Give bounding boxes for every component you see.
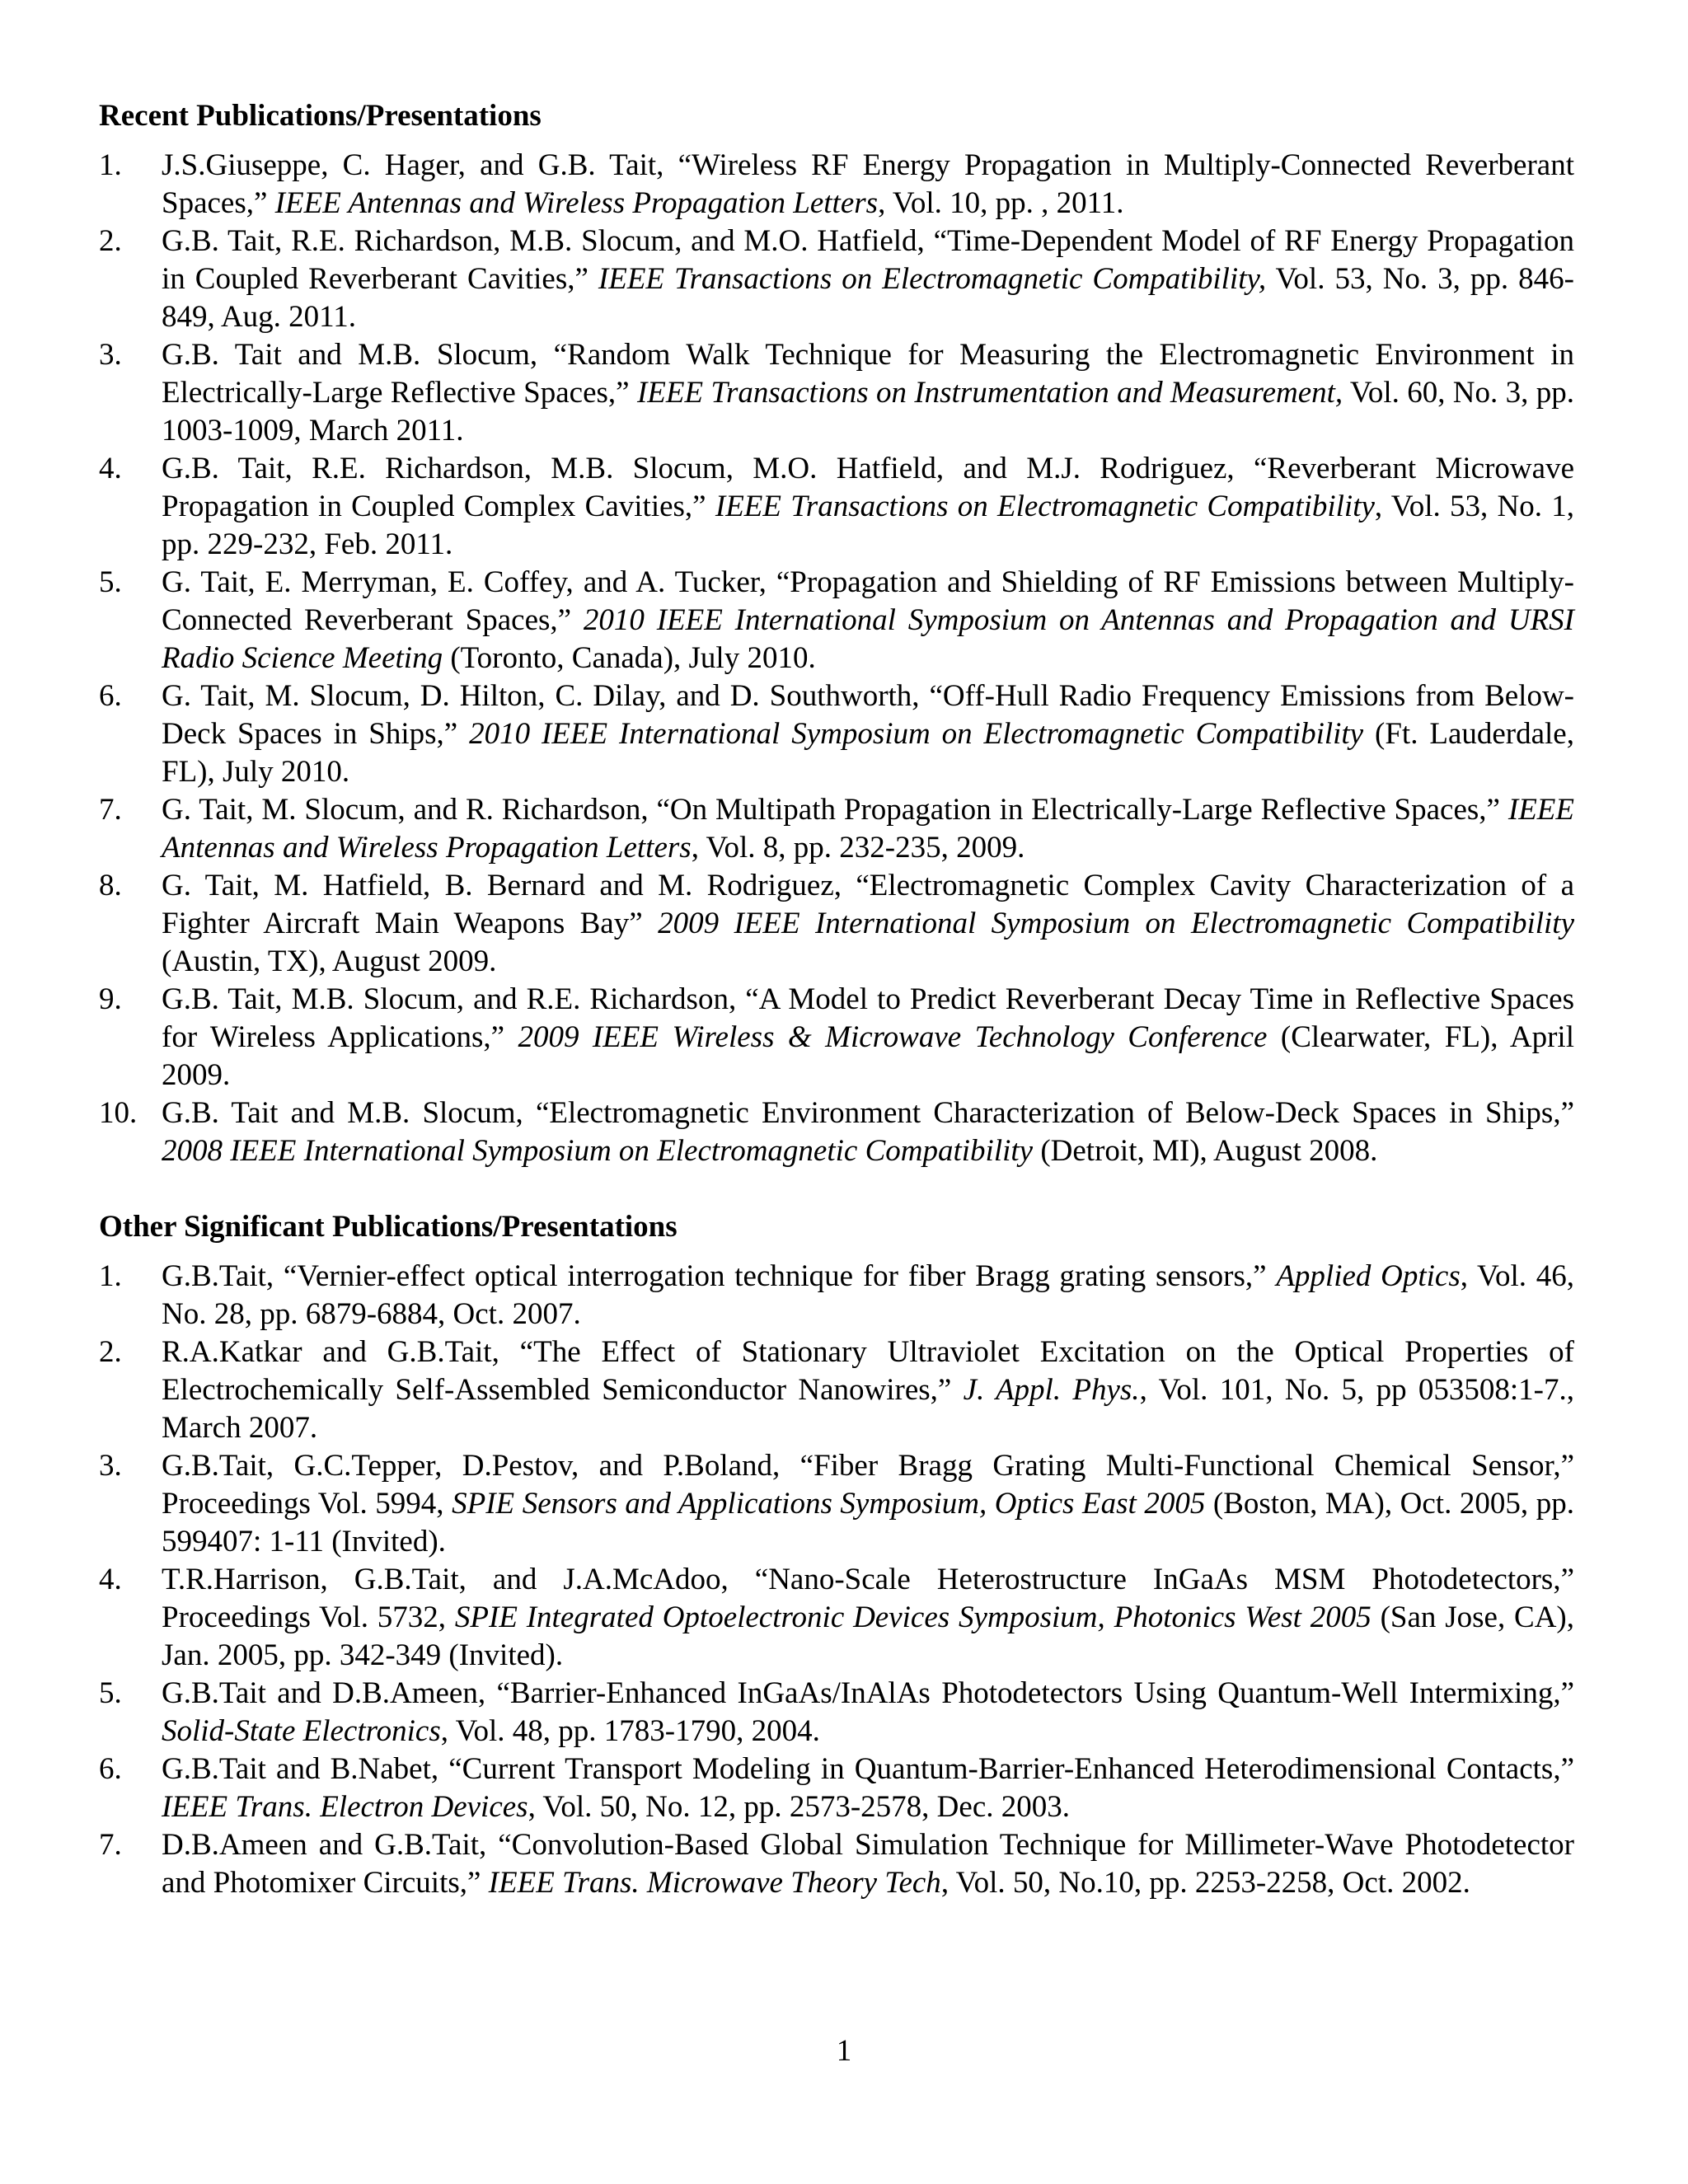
item-text: G. Tait, E. Merryman, E. Coffey, and A. Tucker, “Propagation and Shielding of RF Emissions between Multiply-Connected Reverberant Spaces,”: [162, 565, 1574, 637]
publication-item: [99, 1675, 1574, 1750]
item-details: , Vol. 53, No. 1, pp. 229-232, Feb. 2011.: [162, 490, 1574, 561]
item-venue: IEEE Transactions on Electromagnetic Compatibility: [715, 490, 1375, 523]
item-details: (Clearwater, FL), April 2009.: [162, 1020, 1574, 1092]
item-details: (San Jose, CA), Jan. 2005, pp. 342-349 (Invited).: [162, 1601, 1575, 1672]
item-venue: Applied Optics: [1276, 1259, 1461, 1293]
item-text: G.B. Tait and M.B. Slocum, “Electromagnetic Environment Characterization of Below-Deck Spaces in Ships,”: [162, 1096, 1574, 1130]
item-text: G.B. Tait, M.B. Slocum, and R.E. Richardson, “A Model to Predict Reverberant Decay Time in Reflective Spaces for Wireless Applications,”: [162, 982, 1574, 1054]
item-details: (Austin, TX), August 2009.: [162, 944, 497, 978]
publication-item: [99, 1750, 1574, 1826]
page-number: 1: [836, 2034, 852, 2068]
item-number: 8.: [99, 869, 122, 902]
publication-item: [99, 1333, 1574, 1447]
item-venue: IEEE Trans. Electron Devices: [162, 1790, 528, 1824]
publication-item: [99, 1561, 1574, 1675]
item-venue: J. Appl. Phys.: [963, 1373, 1140, 1407]
item-number: 6.: [99, 1752, 122, 1786]
publication-item: [99, 791, 1574, 867]
publication-item: [99, 677, 1574, 791]
item-text: J.S.Giuseppe, C. Hager, and G.B. Tait, “Wireless RF Energy Propagation in Multiply-Connected Reverberant Spaces,”: [162, 148, 1574, 220]
recent-publications-list: [99, 147, 1574, 1170]
publication-item: [99, 450, 1574, 564]
item-text: G.B. Tait and M.B. Slocum, “Random Walk Technique for Measuring the Electromagnetic Environment in Electrically-Large Reflective Spaces,”: [162, 338, 1574, 410]
item-number: 4.: [99, 452, 122, 485]
publication-item: [99, 981, 1574, 1094]
publication-item: [99, 223, 1574, 336]
item-venue: SPIE Sensors and Applications Symposium, Optics East 2005: [452, 1487, 1206, 1521]
item-text: G.B.Tait, “Vernier-effect optical interrogation technique for fiber Bragg grating sensors,”: [162, 1259, 1277, 1293]
item-number: 5.: [99, 565, 122, 599]
item-text: G. Tait, M. Hatfield, B. Bernard and M. Rodriguez, “Electromagnetic Complex Cavity Characterization of a Fighter Aircraft Main Weapons Bay”: [162, 869, 1574, 940]
item-details: Vol. 53, No. 3, pp. 846-849, Aug. 2011.: [162, 262, 1574, 334]
item-details: (Ft. Lauderdale, FL), July 2010.: [162, 717, 1574, 789]
item-details: , Vol. 101, No. 5, pp 053508:1-7., March 2007.: [162, 1373, 1574, 1445]
item-details: (Detroit, MI), August 2008.: [1033, 1134, 1378, 1168]
item-text: G. Tait, M. Slocum, D. Hilton, C. Dilay, and D. Southworth, “Off-Hull Radio Frequency Emissions from Below-Deck Spaces in Ships,”: [162, 679, 1574, 751]
item-venue: IEEE Transactions on Electromagnetic Compatibility,: [598, 262, 1267, 296]
publication-item: [99, 867, 1574, 981]
item-details: , Vol. 10, pp. , 2011.: [878, 186, 1124, 220]
item-number: 2.: [99, 224, 122, 258]
item-text: R.A.Katkar and G.B.Tait, “The Effect of Stationary Ultraviolet Excitation on the Optical Properties of Electrochemically Self-Assembled Semiconductor Nanowires,”: [162, 1335, 1574, 1407]
item-details: , Vol. 50, No. 12, pp. 2573-2578, Dec. 2003.: [528, 1790, 1070, 1824]
item-number: 9.: [99, 982, 122, 1016]
item-number: 7.: [99, 1828, 122, 1862]
item-number: 5.: [99, 1676, 122, 1710]
item-text: G.B.Tait and B.Nabet, “Current Transport Modeling in Quantum-Barrier-Enhanced Heterodimensional Contacts,”: [162, 1752, 1574, 1786]
publication-item: [99, 1258, 1574, 1333]
other-publications-list: [99, 1258, 1574, 1902]
item-number: 4.: [99, 1563, 122, 1596]
item-details: Vol. 60, No. 3, pp. 1003-1009, March 2011.: [162, 376, 1574, 448]
item-text: G.B. Tait, R.E. Richardson, M.B. Slocum, and M.O. Hatfield, “Time-Dependent Model of RF Energy Propagation in Coupled Reverberant Cavities,”: [162, 224, 1574, 296]
item-details: , Vol. 48, pp. 1783-1790, 2004.: [440, 1714, 820, 1748]
item-venue: SPIE Integrated Optoelectronic Devices Symposium, Photonics West 2005: [454, 1601, 1372, 1634]
item-number: 2.: [99, 1335, 122, 1369]
publication-item: [99, 1094, 1574, 1170]
item-number: 10.: [99, 1096, 138, 1130]
item-details: (Toronto, Canada), July 2010.: [443, 641, 816, 675]
item-venue: 2010 IEEE International Symposium on Antennas and Propagation and URSI Radio Science Meeting: [162, 603, 1574, 675]
item-venue: IEEE Transactions on Instrumentation and Measurement,: [636, 376, 1343, 410]
item-venue: Solid-State Electronics: [162, 1714, 441, 1748]
item-number: 3.: [99, 1449, 122, 1483]
item-number: 1.: [99, 1259, 122, 1293]
item-details: , Vol. 50, No.10, pp. 2253-2258, Oct. 2002.: [940, 1866, 1470, 1900]
item-details: (Boston, MA), Oct. 2005, pp. 599407: 1-11 (Invited).: [162, 1487, 1574, 1558]
item-venue: 2009 IEEE Wireless & Microwave Technology Conference: [518, 1020, 1268, 1054]
item-text: T.R.Harrison, G.B.Tait, and J.A.McAdoo, “Nano-Scale Heterostructure InGaAs MSM Photodetectors,” Proceedings Vol. 5732,: [162, 1563, 1574, 1634]
recent-publications-heading: Recent Publications/Presentations: [99, 99, 542, 133]
item-venue: IEEE Antennas and Wireless Propagation Letters: [162, 793, 1574, 865]
publication-item: [99, 147, 1574, 223]
item-number: 1.: [99, 148, 122, 182]
item-text: G. Tait, M. Slocum, and R. Richardson, “On Multipath Propagation in Electrically-Large Reflective Spaces,”: [162, 793, 1508, 827]
item-details: , Vol. 46, No. 28, pp. 6879-6884, Oct. 2007.: [162, 1259, 1575, 1331]
item-details: , Vol. 8, pp. 232-235, 2009.: [691, 831, 1025, 865]
item-text: G.B.Tait, G.C.Tepper, D.Pestov, and P.Boland, “Fiber Bragg Grating Multi-Functional Chemical Sensor,” Proceedings Vol. 5994,: [162, 1449, 1574, 1521]
item-number: 6.: [99, 679, 122, 713]
item-venue: IEEE Antennas and Wireless Propagation Letters: [274, 186, 879, 220]
item-venue: 2010 IEEE International Symposium on Electromagnetic Compatibility: [469, 717, 1364, 751]
item-venue: 2008 IEEE International Symposium on Electromagnetic Compatibility: [162, 1134, 1034, 1168]
publication-item: [99, 1447, 1574, 1561]
item-text: D.B.Ameen and G.B.Tait, “Convolution-Based Global Simulation Technique for Millimeter-Wave Photodetector and Photomixer Circuits,”: [162, 1828, 1574, 1900]
item-text: G.B. Tait, R.E. Richardson, M.B. Slocum, M.O. Hatfield, and M.J. Rodriguez, “Reverberant Microwave Propagation in Coupled Complex Cavities,”: [162, 452, 1574, 523]
publication-item: [99, 1826, 1574, 1902]
item-number: 7.: [99, 793, 122, 827]
item-text: G.B.Tait and D.B.Ameen, “Barrier-Enhanced InGaAs/InAlAs Photodetectors Using Quantum-Well Intermixing,”: [162, 1676, 1574, 1710]
item-number: 3.: [99, 338, 122, 372]
publication-item: [99, 564, 1574, 677]
document-page: [99, 97, 1574, 1902]
item-venue: IEEE Trans. Microwave Theory Tech: [488, 1866, 941, 1900]
other-publications-heading: Other Significant Publications/Presentations: [99, 1210, 678, 1244]
item-venue: 2009 IEEE International Symposium on Electromagnetic Compatibility: [658, 907, 1574, 940]
publication-item: [99, 336, 1574, 450]
